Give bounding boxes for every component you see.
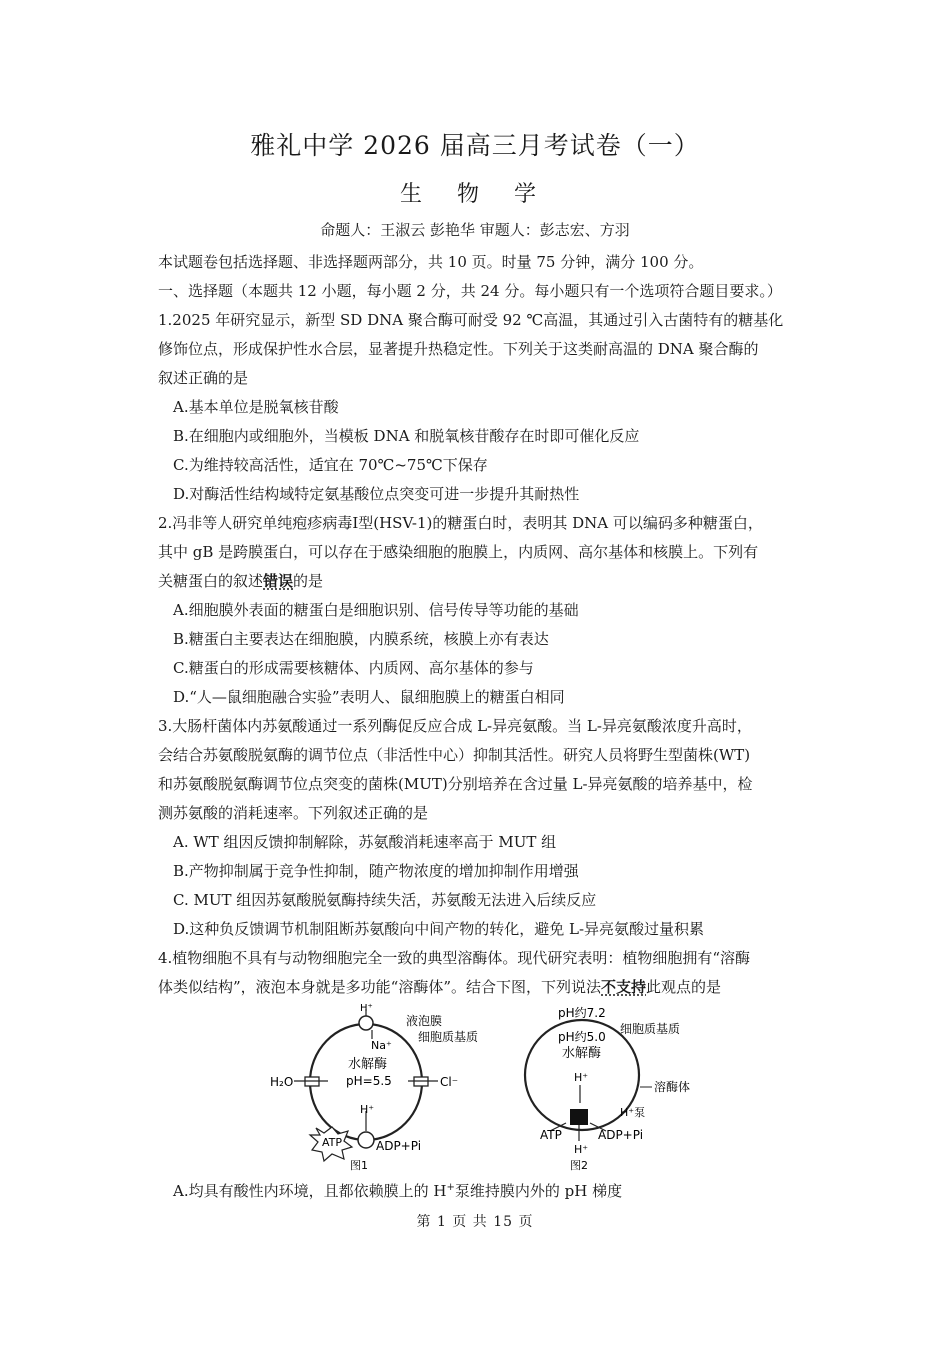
q4-option-a-post: 泵维持膜内外的 pH 梯度 xyxy=(454,1182,623,1200)
q4-stem-pre: 体类似结构”，液泡本身就是多功能“溶酶体”。结合下图，下列说法 xyxy=(158,978,602,996)
fig1-adp-label: ADP+Pi xyxy=(376,1139,422,1153)
q3-option-b: B.产物抑制属于竞争性抑制，随产物浓度的增加抑制作用增强 xyxy=(173,862,579,880)
fig1-water-label: H₂O xyxy=(270,1075,294,1089)
q2-stem-line: 2.冯非等人研究单纯疱疹病毒Ⅰ型(HSV-1)的糖蛋白时，表明其 DNA 可以编码多种糖蛋白， xyxy=(158,514,763,532)
q2-stem-pre: 关糖蛋白的叙述 xyxy=(158,572,264,590)
q1-option-c: C.为维持较高活性，适宜在 70℃~75℃下保存 xyxy=(173,456,488,474)
fig2-pump-label: H⁺泵 xyxy=(620,1106,646,1119)
q2-stem-post: 的是 xyxy=(293,572,324,590)
figure-2 xyxy=(525,1006,690,1172)
q4-option-a-sup: + xyxy=(446,1182,455,1193)
q4-option-a xyxy=(173,1173,622,1206)
q2-option-c: C.糖蛋白的形成需要核糖体、内质网、高尔基体的参与 xyxy=(173,659,534,677)
fig2-matrix-label: 细胞质基质 xyxy=(620,1022,681,1036)
fig2-adp-label: ADP+Pi xyxy=(598,1128,644,1142)
fig2-lysosome-label: 溶酶体 xyxy=(654,1080,691,1094)
fig2-h-out: H⁺ xyxy=(574,1143,589,1156)
proton-pump-icon xyxy=(570,1109,588,1125)
figure-svg xyxy=(268,1003,708,1173)
q3-option-a: A. WT 组因反馈抑制解除，苏氨酸消耗速率高于 MUT 组 xyxy=(173,833,557,851)
fig2-enzyme-label: 水解酶 xyxy=(562,1046,602,1061)
q3-stem-line: 3.大肠杆菌体内苏氨酸通过一系列酶促反应合成 L-异亮氨酸。当 L-异亮氨酸浓度升高时， xyxy=(158,717,752,735)
fig2-ph-outside: pH约7.2 xyxy=(558,1006,606,1020)
q4-stem-post: 此观点的是 xyxy=(646,978,722,996)
q2-option-b: B.糖蛋白主要表达在细胞膜，内膜系统，核膜上亦有表达 xyxy=(173,630,549,648)
q3-stem-line: 测苏氨酸的消耗速率。下列叙述正确的是 xyxy=(158,804,429,822)
fig1-matrix-label: 细胞质基质 xyxy=(418,1030,479,1044)
fig2-atp-label: ATP xyxy=(540,1128,562,1142)
section-heading: 一、选择题（本题共 12 小题，每小题 2 分，共 24 分。每小题只有一个选项符合题目要求。） xyxy=(158,282,782,300)
q1-option-a: A.基本单位是脱氧核苷酸 xyxy=(173,398,339,416)
q3-stem-line: 和苏氨酸脱氨酶调节位点突变的菌株(MUT)分别培养在含过量 L-异亮氨酸的培养基中，检 xyxy=(158,775,753,793)
q4-stem-line: 4.植物细胞不具有与动物细胞完全一致的典型溶酶体。现代研究表明：植物细胞拥有“溶酶 xyxy=(158,949,750,967)
fig2-ph-inside: pH约5.0 xyxy=(558,1030,606,1044)
q2-emphasis: 错误 xyxy=(263,572,294,590)
fig1-caption: 图1 xyxy=(350,1159,368,1172)
figure-1 xyxy=(270,1003,478,1172)
q3-option-d: D.这种负反馈调节机制阻断苏氨酸向中间产物的转化，避免 L-异亮氨酸过量积累 xyxy=(173,920,705,938)
fig1-na-label: Na⁺ xyxy=(371,1039,392,1052)
fig1-h-top: H⁺ xyxy=(360,1003,373,1014)
q1-stem-line: 修饰位点，形成保护性水合层，显著提升热稳定性。下列关于这类耐高温的 DNA 聚合酶的 xyxy=(158,340,759,358)
q1-stem-line: 叙述正确的是 xyxy=(158,369,249,387)
q2-option-d: D.“人—鼠细胞融合实验”表明人、鼠细胞膜上的糖蛋白相同 xyxy=(173,688,565,706)
fig1-cl-label: Cl⁻ xyxy=(440,1075,459,1089)
q4-stem-line xyxy=(158,973,808,1002)
q3-stem-line: 会结合苏氨酸脱氨酶的调节位点（非活性中心）抑制其活性。研究人员将野生型菌株(WT) xyxy=(158,746,751,764)
page-footer: 第 1 页 共 15 页 xyxy=(416,1214,534,1230)
q4-emphasis: 不支持 xyxy=(601,978,647,996)
fig1-membrane-label: 液泡膜 xyxy=(406,1014,443,1028)
q2-stem-line: 其中 gB 是跨膜蛋白，可以存在于感染细胞的胞膜上，内质网、高尔基体和核膜上。下列有 xyxy=(158,543,759,561)
bottom-pump xyxy=(358,1132,374,1148)
q1-option-b: B.在细胞内或细胞外，当模板 DNA 和脱氧核苷酸存在时即可催化反应 xyxy=(173,427,640,445)
fig2-caption: 图2 xyxy=(570,1159,588,1172)
authors-line: 命题人：王淑云 彭艳华 审题人：彭志宏、方羽 xyxy=(320,221,630,239)
q4-figure xyxy=(268,1003,708,1173)
q4-option-a-pre: A.均具有酸性内环境，且都依赖膜上的 H xyxy=(173,1182,447,1200)
intro-text: 本试题卷包括选择题、非选择题两部分，共 10 页。时量 75 分钟，满分 100 分。 xyxy=(158,253,704,271)
fig1-atp-label: ATP xyxy=(322,1136,343,1149)
subject-title: 生 物 学 xyxy=(400,182,550,207)
exam-body xyxy=(158,248,808,1002)
q2-stem-line xyxy=(158,567,808,596)
q1-option-d: D.对酶活性结构域特定氨基酸位点突变可进一步提升其耐热性 xyxy=(173,485,580,503)
q1-stem-line: 1.2025 年研究显示，新型 SD DNA 聚合酶可耐受 92 ℃高温，其通过引入古菌特有的糖基化 xyxy=(158,311,784,329)
fig2-h-in: H⁺ xyxy=(574,1071,589,1084)
fig1-h-bottom: H⁺ xyxy=(360,1103,375,1116)
top-antiporter xyxy=(359,1016,373,1030)
exam-title: 雅礼中学 2026 届高三月考试卷（一） xyxy=(250,131,700,160)
q2-option-a: A.细胞膜外表面的糖蛋白是细胞识别、信号传导等功能的基础 xyxy=(173,601,579,619)
q3-option-c: C. MUT 组因苏氨酸脱氨酶持续失活，苏氨酸无法进入后续反应 xyxy=(173,891,597,909)
fig1-ph-label: pH=5.5 xyxy=(346,1074,392,1088)
fig1-enzyme-label: 水解酶 xyxy=(348,1057,388,1072)
